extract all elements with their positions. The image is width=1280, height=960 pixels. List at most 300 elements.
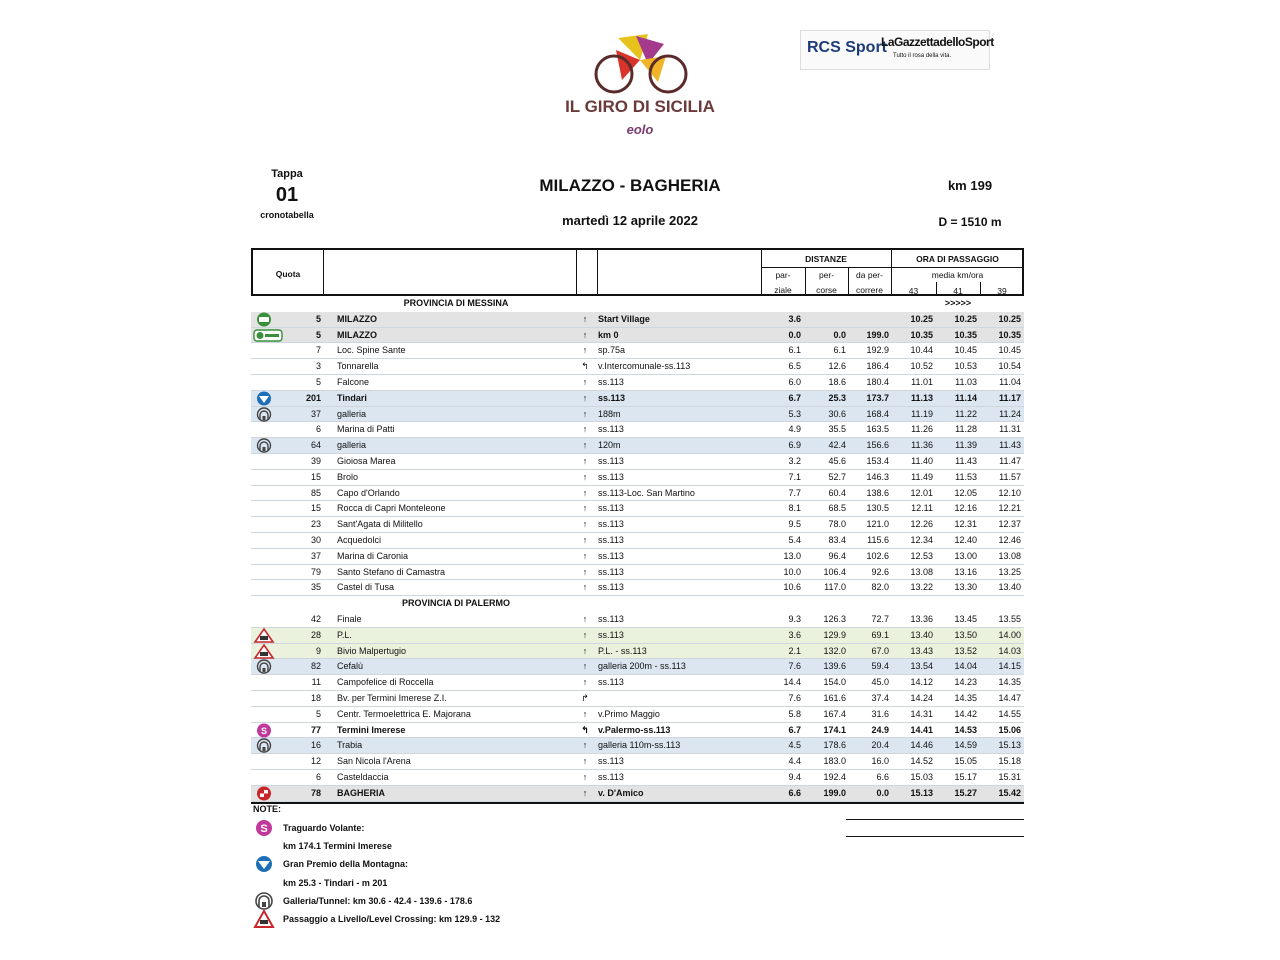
time-41-cell: 11.53 [955,471,977,482]
time-41-cell: 14.59 [954,740,977,751]
time-43-cell: 13.54 [910,661,933,672]
place-cell: galleria [337,408,367,419]
header-quota: Quota [275,269,301,279]
road-cell: ss.113 [598,392,626,403]
note-gpm: Gran Premio della Montagna: [283,859,409,869]
header-percorrere-1: da per- [856,270,883,280]
place-cell: Sant'Agata di Militello [337,519,423,530]
tappa-subtitle: cronotabella [260,210,314,220]
time-43-cell: 11.01 [911,376,933,387]
quota-cell: 37 [310,550,321,561]
parziale-cell: 3.6 [788,629,801,640]
parziale-cell: 3.6 [788,313,801,324]
place-cell: BAGHERIA [337,787,386,798]
tappa-label: Tappa [271,168,303,180]
percorse-cell: 18.6 [828,376,846,387]
quota-cell: 5 [315,313,321,324]
empty-icon-cell [253,754,275,769]
place-cell: MILAZZO [337,313,377,324]
road-cell: Start Village [598,313,650,324]
direction-arrow: ↑ [582,345,588,356]
percorrere-cell: 31.6 [871,708,889,719]
place-cell: Casteldaccia [337,771,389,782]
parziale-cell: 5.8 [788,708,801,719]
percorrere-cell: 153.4 [866,455,889,466]
place-cell: Cefalù [337,661,364,672]
time-43-cell: 15.13 [910,787,933,798]
empty-icon-cell [253,422,275,437]
time-43-cell: 11.40 [911,455,933,466]
direction-arrow: ↑ [582,440,588,451]
percorrere-cell: 121.0 [866,519,889,530]
table-row [251,707,1024,723]
province-row-palermo [251,596,1024,612]
quota-cell: 6 [315,771,321,782]
road-cell: ss.113-Loc. San Martino [598,487,695,498]
parziale-cell: 0.0 [788,329,801,340]
table-row [251,628,1024,644]
note-crossing: Passaggio a Livello/Level Crossing: km 129.9 - 132 [283,914,501,924]
percorrere-cell: 6.6 [876,771,889,782]
percorse-cell: 161.6 [823,692,846,703]
note-traguardo: Traguardo Volante: [283,823,365,833]
percorse-cell: 106.4 [823,566,846,577]
percorse-cell: 167.4 [823,708,846,719]
time-43-cell: 10.35 [910,329,933,340]
time-41-cell: 12.16 [954,503,977,514]
stage-distance: km 199 [947,178,993,193]
percorse-cell: 174.1 [823,724,846,735]
percorrere-cell: 186.4 [866,361,889,372]
time-41-cell: 11.43 [955,455,977,466]
time-39-cell: 12.10 [998,487,1021,498]
percorse-cell: 68.5 [828,503,846,514]
empty-icon-cell [253,375,275,390]
direction-arrow: ↑ [582,771,588,782]
percorse-cell: 78.0 [828,519,846,530]
empty-icon-cell [253,549,275,564]
quota-cell: 12 [310,756,321,767]
gpm-icon [254,855,274,873]
time-39-cell: 15.31 [998,771,1021,782]
road-cell: ss.113 [598,629,624,640]
percorrere-cell: 199.0 [866,329,889,340]
time-41-cell: 14.23 [954,677,977,688]
time-43-cell: 14.31 [910,708,933,719]
place-cell: Rocca di Capri Monteleone [337,503,446,514]
time-41-cell: 15.17 [954,771,977,782]
percorse-cell: 129.9 [823,629,846,640]
direction-arrow: ↑ [582,661,588,672]
table-row [251,407,1024,423]
place-cell: galleria [337,440,367,451]
place-cell: P.L. [337,629,352,640]
time-43-cell: 13.36 [910,613,933,624]
empty-icon-cell [253,580,275,595]
percorrere-cell: 115.6 [867,534,889,545]
percorrere-cell: 173.7 [866,392,889,403]
place-cell: Campofelice di Roccella [337,677,434,688]
percorse-cell: 25.3 [828,392,846,403]
parziale-cell: 6.7 [788,724,801,735]
percorrere-cell: 67.0 [871,645,889,656]
parziale-cell: 9.5 [788,519,801,530]
quota-cell: 5 [315,329,321,340]
percorrere-cell: 59.4 [871,661,889,672]
place-cell: Marina di Patti [337,424,395,435]
road-cell: 120m [598,440,621,451]
table-row [251,738,1024,754]
time-43-cell: 11.13 [910,392,933,403]
direction-arrow: ↑ [582,756,588,767]
road-cell: P.L. - ss.113 [598,645,647,656]
time-41-cell: 15.05 [954,756,977,767]
percorrere-cell: 192.9 [866,345,889,356]
time-41-cell: 14.53 [954,724,977,735]
time-43-cell: 12.53 [910,550,933,561]
table-row [251,422,1024,438]
parziale-cell: 4.5 [788,740,801,751]
quota-cell: 9 [315,645,321,656]
direction-arrow: ↑ [582,455,588,466]
time-41-cell: 11.28 [955,424,977,435]
header-percorse-2: corse [816,285,837,295]
finish-icon [253,786,275,801]
logo-text: IL GIRO DI SICILIA [565,97,715,116]
empty-icon-cell [253,770,275,785]
empty-icon-cell [253,612,275,627]
tunnel-icon [254,892,274,910]
empty-icon-cell [253,454,275,469]
note-tunnel: Galleria/Tunnel: km 30.6 - 42.4 - 139.6 - 178.6 [283,896,473,906]
time-41-cell: 11.22 [955,408,977,419]
quota-cell: 42 [310,613,321,624]
percorrere-cell: 82.0 [871,582,889,593]
tappa-number: 01 [275,184,299,206]
table-row [251,375,1024,391]
quota-cell: 28 [310,629,321,640]
quota-cell: 5 [315,376,321,387]
percorse-cell: 60.4 [828,487,846,498]
road-cell: km 0 [598,329,619,340]
road-cell: ss.113 [598,756,624,767]
table-row [251,786,1024,802]
road-cell: ss.113 [598,566,624,577]
tunnel-icon [253,659,275,674]
road-cell: ss.113 [598,519,624,530]
direction-arrow: ↑ [582,487,588,498]
road-cell: ss.113 [598,534,624,545]
time-39-cell: 15.06 [998,724,1021,735]
place-cell: Bivio Malpertugio [337,645,407,656]
header-speed-43: 43 [908,286,919,296]
percorse-cell: 30.6 [828,408,846,419]
table-row [251,644,1024,660]
partner-logos [800,30,994,70]
time-43-cell: 13.40 [910,629,933,640]
parziale-cell: 7.7 [788,487,801,498]
place-cell: Trabia [337,740,363,751]
percorse-cell: 35.5 [828,424,846,435]
time-41-cell: 10.53 [954,361,977,372]
time-39-cell: 14.35 [998,677,1021,688]
quota-cell: 82 [310,661,321,672]
empty-icon-cell [253,359,275,374]
time-41-cell: 12.05 [954,487,977,498]
time-39-cell: 10.25 [998,313,1021,324]
time-39-cell: 11.17 [998,392,1021,403]
table-row [251,454,1024,470]
quota-cell: 6 [315,424,321,435]
parziale-cell: 8.1 [788,503,801,514]
time-41-cell: 10.45 [954,345,977,356]
time-43-cell: 14.46 [910,740,933,751]
time-39-cell: 13.08 [998,550,1021,561]
time-39-cell: 11.24 [999,408,1021,419]
table-row [251,501,1024,517]
parziale-cell: 6.9 [788,440,801,451]
time-43-cell: 10.52 [910,361,933,372]
direction-arrow: ↑ [582,629,588,640]
percorse-cell: 12.6 [828,361,846,372]
time-41-cell: 12.31 [954,519,977,530]
parziale-cell: 6.0 [788,376,801,387]
percorrere-cell: 24.9 [871,724,889,735]
road-cell: v. D'Amico [598,787,644,798]
quota-cell: 15 [310,471,321,482]
header-speed-39: 39 [997,286,1007,296]
empty-icon-cell [253,501,275,516]
quota-cell: 37 [310,408,321,419]
quota-cell: 77 [310,724,321,735]
time-43-cell: 11.49 [911,471,933,482]
empty-icon-cell [253,343,275,358]
notes-title: NOTE: [253,804,281,814]
province-row-messina [251,296,1024,312]
direction-arrow: ↑ [582,424,588,435]
percorse-cell: 154.0 [823,677,846,688]
svg-text:S: S [260,725,268,736]
parziale-cell: 6.5 [788,361,801,372]
time-41-cell: 11.03 [955,376,977,387]
province-label: PROVINCIA DI PALERMO [401,598,510,609]
level-crossing-icon [254,910,274,928]
cronotabella-table [251,248,1024,804]
table-row [251,770,1024,786]
percorse-cell: 0.0 [833,329,846,340]
header-speed-41: 41 [953,286,963,296]
signature-line-2 [846,836,1024,837]
time-39-cell: 15.18 [998,756,1021,767]
direction-arrow: ↑ [582,329,588,340]
province-label: PROVINCIA DI MESSINA [403,298,509,308]
table-row [251,391,1024,407]
direction-arrow: ↑ [582,313,588,324]
time-43-cell: 13.08 [910,566,933,577]
time-41-cell: 14.42 [954,708,977,719]
header-media: media km/ora [931,270,984,280]
table-row [251,723,1024,739]
time-39-cell: 10.45 [998,345,1021,356]
percorse-cell: 42.4 [828,440,846,451]
quota-cell: 78 [310,787,321,798]
time-39-cell: 14.15 [998,661,1021,672]
time-43-cell: 11.19 [911,408,933,419]
direction-arrow: ↰ [581,724,589,735]
km0-icon [253,328,275,343]
road-cell: galleria 200m - ss.113 [598,661,686,672]
road-cell: v.Intercomunale-ss.113 [598,361,691,372]
parziale-cell: 3.2 [788,455,801,466]
quota-cell: 35 [310,582,321,593]
place-cell: San Nicola l'Arena [337,756,411,767]
percorrere-cell: 168.4 [866,408,889,419]
direction-arrow: ↱ [581,692,589,703]
direction-arrow: ↑ [582,376,588,387]
stage-elevation: D = 1510 m [938,215,1002,229]
empty-icon-cell [253,517,275,532]
empty-icon-cell [253,707,275,722]
road-cell: ss.113 [598,455,624,466]
time-39-cell: 15.42 [998,787,1021,798]
place-cell: Falcone [337,376,370,387]
parziale-cell: 4.9 [788,424,801,435]
place-cell: MILAZZO [337,329,377,340]
quota-cell: 201 [305,392,321,403]
parziale-cell: 5.3 [788,408,801,419]
place-cell: Castel di Tusa [337,582,395,593]
time-43-cell: 12.11 [911,503,933,514]
table-row [251,470,1024,486]
road-cell: 188m [598,408,621,419]
time-41-cell: 13.16 [954,566,977,577]
table-row [251,486,1024,502]
header-parziale-1: par- [775,270,791,280]
parziale-cell: 6.1 [788,345,801,356]
road-cell: v.Primo Maggio [598,708,660,719]
parziale-cell: 7.6 [788,692,801,703]
direction-arrow: ↑ [582,708,588,719]
time-43-cell: 13.43 [910,645,933,656]
percorrere-cell: 92.6 [871,566,889,577]
time-39-cell: 12.37 [998,519,1021,530]
parziale-cell: 5.4 [788,534,801,545]
percorrere-cell: 102.6 [866,550,889,561]
place-cell: Loc. Spine Sante [337,345,406,356]
time-43-cell: 14.52 [910,756,933,767]
time-39-cell: 14.03 [998,645,1021,656]
quota-cell: 79 [310,566,321,577]
percorse-cell: 126.3 [823,613,846,624]
direction-arrow: ↑ [582,787,588,798]
percorrere-cell: 69.1 [871,629,889,640]
stage-date: martedì 12 aprile 2022 [562,213,698,228]
table-row [251,438,1024,454]
road-cell: ss.113 [598,503,624,514]
crossing-icon [253,644,275,659]
table-row [251,343,1024,359]
direction-arrow: ↑ [582,392,588,403]
time-41-cell: 12.40 [954,534,977,545]
parziale-cell: 9.4 [788,771,801,782]
time-43-cell: 13.22 [910,582,933,593]
empty-icon-cell [253,691,275,706]
table-row [251,517,1024,533]
quota-cell: 85 [310,487,321,498]
parziale-cell: 14.4 [783,677,801,688]
percorrere-cell: 16.0 [871,756,889,767]
table-row [251,565,1024,581]
percorse-cell: 183.0 [823,756,846,767]
time-39-cell: 11.57 [999,471,1021,482]
direction-arrow: ↑ [582,566,588,577]
place-cell: Santo Stefano di Camastra [337,566,446,577]
table-row [251,675,1024,691]
table-row [251,359,1024,375]
percorse-cell: 6.1 [833,345,846,356]
place-cell: Finale [337,613,362,624]
quota-cell: 18 [310,692,321,703]
time-39-cell: 11.43 [999,440,1021,451]
percorrere-cell: 156.6 [866,440,889,451]
time-41-cell: 10.35 [954,329,977,340]
rows-messina [251,312,1024,596]
direction-arrow: ↑ [582,503,588,514]
svg-text:S: S [260,823,268,835]
place-cell: Gioiosa Marea [337,455,396,466]
road-cell: ss.113 [598,613,624,624]
percorrere-cell: 0.0 [876,787,889,798]
percorrere-cell: 163.5 [866,424,889,435]
place-cell: Centr. Termoelettrica E. Majorana [337,708,471,719]
road-cell: ss.113 [598,376,624,387]
rcs-sport-logo: RCS Sport [807,39,887,56]
road-cell: ss.113 [598,550,624,561]
header-percorse-1: per- [818,270,835,280]
time-39-cell: 14.00 [998,629,1021,640]
giro-di-sicilia-logo [565,30,715,142]
sprint-icon [253,723,275,738]
note-gpm-detail: km 25.3 - Tindari - m 201 [283,878,388,888]
direction-arrow: ↑ [582,519,588,530]
time-41-cell: 15.27 [954,787,977,798]
table-row [251,754,1024,770]
road-cell: galleria 110m-ss.113 [598,740,681,751]
road-cell: v.Palermo-ss.113 [598,724,671,735]
table-row [251,691,1024,707]
time-43-cell: 12.34 [910,534,933,545]
start-village-icon [253,312,275,327]
road-cell: ss.113 [598,677,624,688]
road-cell: ss.113 [598,471,624,482]
percorrere-cell: 45.0 [871,677,889,688]
quota-cell: 3 [315,361,321,372]
parziale-cell: 9.3 [788,613,801,624]
signature-line-1 [846,819,1024,820]
time-39-cell: 13.40 [998,582,1021,593]
direction-arrow: ↑ [582,677,588,688]
percorrere-cell: 130.5 [866,503,889,514]
direction-arrow: ↑ [582,550,588,561]
gpm-icon [253,391,275,406]
time-41-cell: 11.39 [955,440,977,451]
place-cell: Termini Imerese [337,724,406,735]
quota-cell: 11 [311,677,321,688]
percorse-cell: 45.6 [828,455,846,466]
place-cell: Tindari [337,392,367,403]
direction-arrow: ↑ [582,740,588,751]
empty-icon-cell [253,470,275,485]
